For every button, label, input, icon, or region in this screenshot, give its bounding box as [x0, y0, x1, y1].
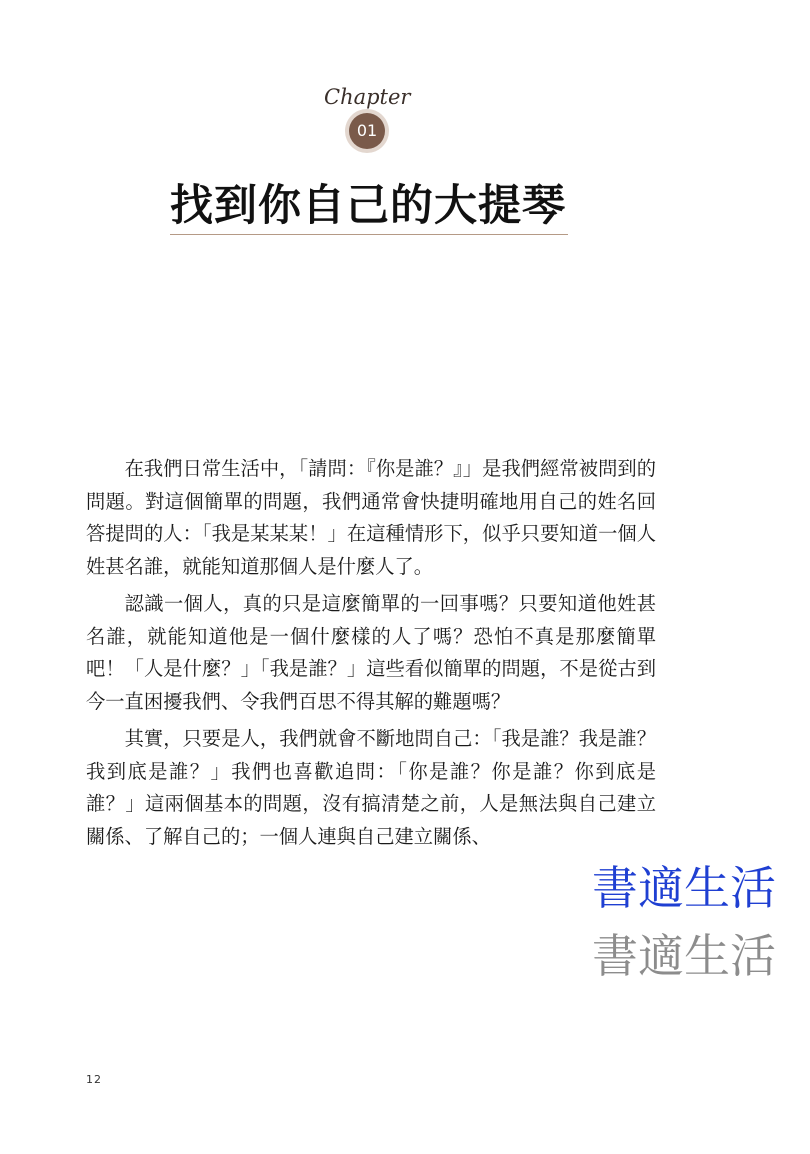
page-title: 找到你自己的大提琴 [170, 181, 566, 231]
chapter-number-badge [345, 109, 389, 153]
watermark-blue: 書適生活 [592, 861, 776, 915]
watermark-gray: 書適生活 [592, 929, 776, 983]
paragraph-1: 在我們日常生活中，「請問：『你是誰？』」是我們經常被問到的問題。對這個簡單的問題，我們通常會快捷明確地用自己的姓名回答提問的人：「我是某某某！」在這種情形下，似乎只要知道一個人姓甚名誰，就能知道那個人是什麼人了。 [86, 457, 656, 578]
body-text [86, 453, 656, 858]
chapter-number: 01 [349, 113, 385, 149]
page-number: 12 [86, 1073, 102, 1086]
paragraph-2: 認識一個人，真的只是這麼簡單的一回事嗎？只要知道他姓甚名誰，就能知道他是一個什麼樣的人了嗎？恐怕不真是那麼簡單吧！「人是什麼？」「我是誰？」這些看似簡單的問題，不是從古到今一直困擾我們、令我們百思不得其解的難題嗎？ [86, 592, 656, 713]
paragraph-3: 其實，只要是人，我們就會不斷地問自己：「我是誰？我是誰？我到底是誰？」我們也喜歡追問：「你是誰？你是誰？你到底是誰？」這兩個基本的問題，沒有搞清楚之前，人是無法與自己建立關係、了解自己的；一個人連與自己建立關係、 [86, 727, 656, 848]
chapter-script-text: Chapter [324, 85, 411, 109]
title-underline [170, 234, 568, 235]
